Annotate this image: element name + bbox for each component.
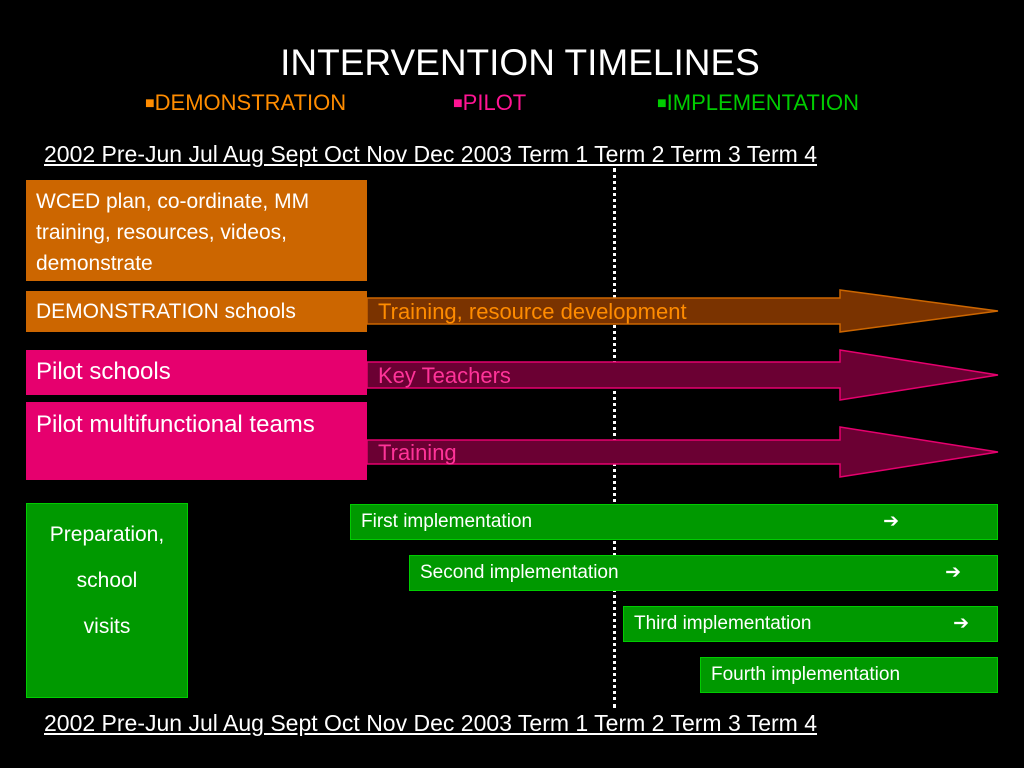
- implementation-label: First implementation: [361, 511, 533, 532]
- timeline-footer: 2002 Pre-Jun Jul Aug Sept Oct Nov Dec 2003 Term 1 Term 2 Term 3 Term 4: [44, 710, 818, 736]
- demonstration-schools-box: DEMONSTRATION schools: [26, 291, 367, 332]
- legend-marker: ■: [657, 95, 667, 112]
- arrow-right-icon: ➔: [945, 562, 961, 583]
- training-label: Training: [378, 440, 457, 465]
- first-implementation-bar: [350, 504, 998, 540]
- legend-label: PILOT: [462, 90, 527, 115]
- third-implementation-bar: [623, 606, 998, 642]
- legend-label: DEMONSTRATION: [154, 90, 347, 115]
- training-resource-label: Training, resource development: [378, 299, 687, 324]
- arrow-right-icon: ➔: [883, 511, 899, 532]
- legend-label: IMPLEMENTATION: [666, 90, 859, 115]
- wced-box: WCED plan, co-ordinate, MM training, resources, videos, demonstrate: [26, 180, 367, 281]
- pilot-schools-box: Pilot schools: [26, 350, 367, 395]
- pilot-teams-box: Pilot multifunctional teams: [26, 402, 367, 480]
- preparation-line: visits: [83, 615, 131, 638]
- page-title: INTERVENTION TIMELINES: [280, 42, 760, 83]
- legend-marker: ■: [453, 95, 463, 112]
- implementation-label: Second implementation: [420, 562, 619, 583]
- implementation-label: Fourth implementation: [711, 664, 901, 685]
- arrow-right-icon: ➔: [953, 613, 969, 634]
- fourth-implementation-bar: [700, 657, 998, 693]
- training-arrow: [367, 427, 998, 477]
- preparation-line: school: [76, 569, 138, 592]
- second-implementation-bar: [409, 555, 998, 591]
- preparation-box: [26, 503, 188, 698]
- key-teachers-label: Key Teachers: [378, 363, 511, 388]
- timeline-header: 2002 Pre-Jun Jul Aug Sept Oct Nov Dec 2003 Term 1 Term 2 Term 3 Term 4: [44, 141, 818, 167]
- implementation-label: Third implementation: [634, 613, 812, 634]
- preparation-line: Preparation,: [49, 523, 165, 546]
- legend-marker: ■: [145, 95, 155, 112]
